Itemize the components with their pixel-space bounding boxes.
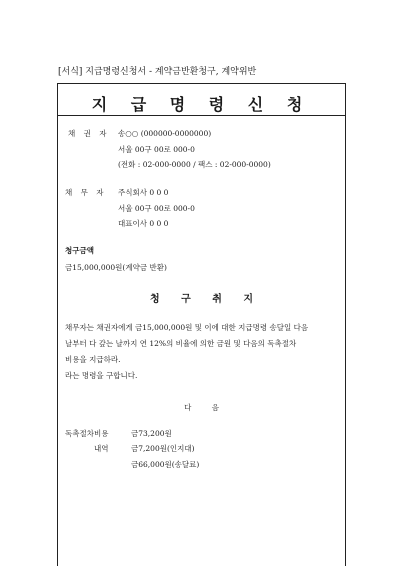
purpose-line: 채무자는 채권자에게 금15,000,000원 및 이에 대한 지급명령 송달일 다음	[65, 323, 309, 332]
purpose-line: 날부터 다 갚는 날까지 연 12%의 비율에 의한 금원 및 다음의 독촉절차	[65, 339, 297, 348]
debtor-representative: 대표이사 0 0 0	[118, 219, 169, 228]
debtor-label: 채 무 자	[65, 188, 107, 197]
stamp-fee: 금7,200원(인지대)	[131, 444, 195, 453]
cost-label: 독촉절차비용	[65, 429, 109, 438]
document-title: 지 급 명 령 신 청	[91, 95, 312, 114]
creditor-name: 송○○ (000000-0000000)	[118, 129, 212, 138]
purpose-heading: 청 구 취 지	[149, 294, 254, 305]
breakdown-label: 내역	[94, 444, 109, 453]
cost-value: 금73,200원	[131, 429, 172, 438]
claim-amount-label: 청구금액	[65, 246, 94, 255]
purpose-line: 비용을 지급하라.	[65, 355, 121, 364]
creditor-address: 서울 00구 00로 000-0	[118, 145, 195, 154]
document-frame	[57, 83, 346, 566]
purpose-paragraph	[65, 320, 339, 384]
creditor-contact: (전화 : 02-000-0000 / 팩스 : 02-000-0000)	[118, 160, 271, 169]
title-divider	[58, 115, 345, 116]
purpose-closing: 라는 명령을 구합니다.	[65, 371, 138, 380]
form-caption: [서식] 지급명령신청서 - 계약금반환청구, 계약위반	[58, 67, 257, 77]
debtor-name: 주식회사 0 0 0	[118, 188, 169, 197]
claim-amount-value: 금15,000,000원(계약금 반환)	[65, 263, 167, 272]
delivery-fee: 금66,000원(송달료)	[131, 460, 200, 469]
details-heading: 다 음	[184, 403, 219, 412]
debtor-address: 서울 00구 00로 000-0	[118, 204, 195, 213]
creditor-label: 채 권 자	[68, 129, 110, 138]
